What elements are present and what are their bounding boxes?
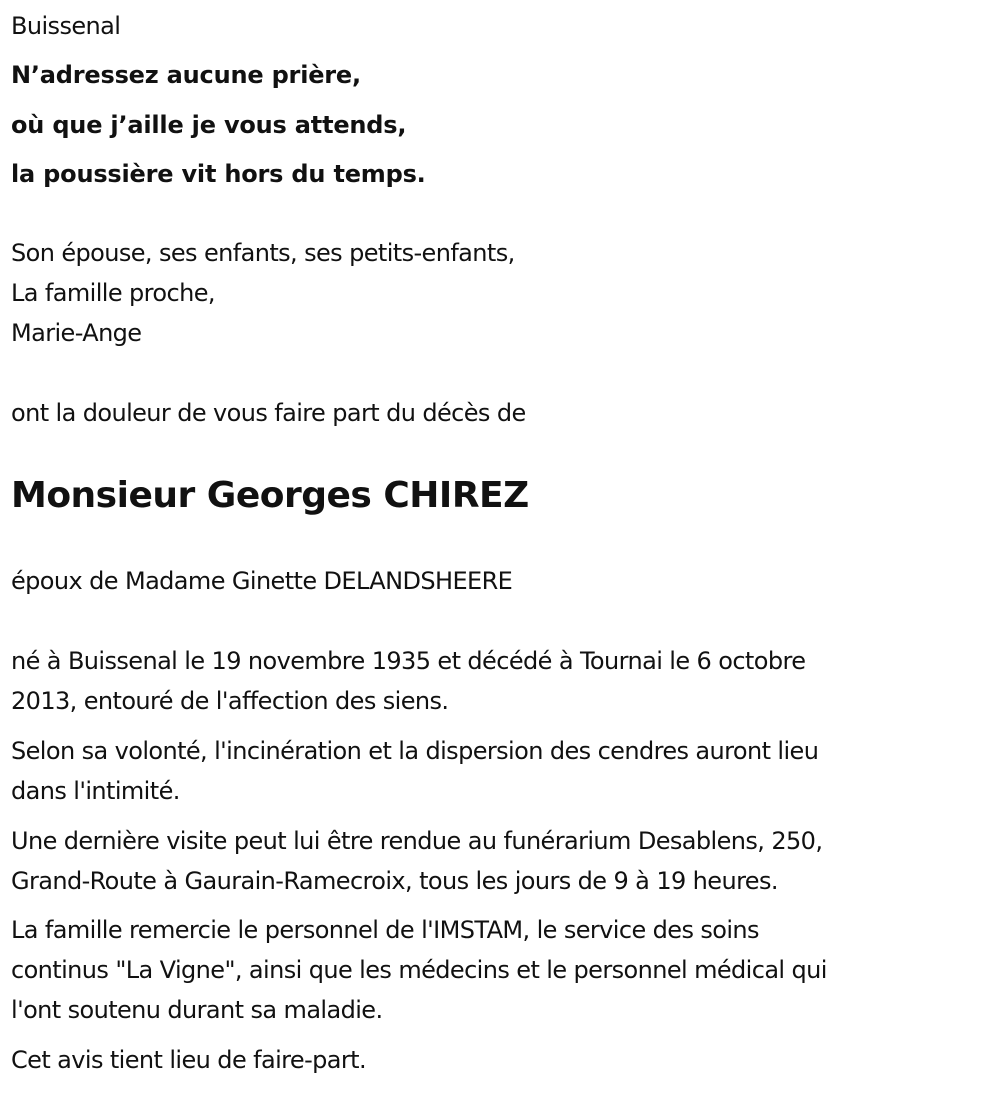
location-label: Buissenal [11,12,121,40]
spouse-line: époux de Madame Ginette DELANDSHEERE [11,567,513,595]
deceased-name: Monsieur Georges CHIREZ [11,475,529,516]
family-line: La famille proche, [11,279,215,307]
paragraph-line: La famille remercie le personnel de l'IMSTAM, le service des soins [11,916,759,944]
paragraph-line: Cet avis tient lieu de faire-part. [11,1046,366,1074]
paragraph-line: continus "La Vigne", ainsi que les médecins et le personnel médical qui [11,956,827,984]
poem-line: N’adressez aucune prière, [11,61,361,89]
poem-line: où que j’aille je vous attends, [11,111,407,139]
paragraph-line: l'ont soutenu durant sa maladie. [11,996,383,1024]
family-line: Marie-Ange [11,319,142,347]
paragraph-line: Selon sa volonté, l'incinération et la dispersion des cendres auront lieu [11,737,819,765]
paragraph-line: Une dernière visite peut lui être rendue au funérarium Desablens, 250, [11,827,823,855]
announcement-text: ont la douleur de vous faire part du décès de [11,399,526,427]
family-line: Son épouse, ses enfants, ses petits-enfants, [11,239,515,267]
paragraph-line: Grand-Route à Gaurain-Ramecroix, tous les jours de 9 à 19 heures. [11,867,778,895]
paragraph-line: né à Buissenal le 19 novembre 1935 et décédé à Tournai le 6 octobre [11,647,806,675]
paragraph-line: dans l'intimité. [11,777,180,805]
paragraph-line: 2013, entouré de l'affection des siens. [11,687,449,715]
poem-line: la poussière vit hors du temps. [11,160,426,188]
